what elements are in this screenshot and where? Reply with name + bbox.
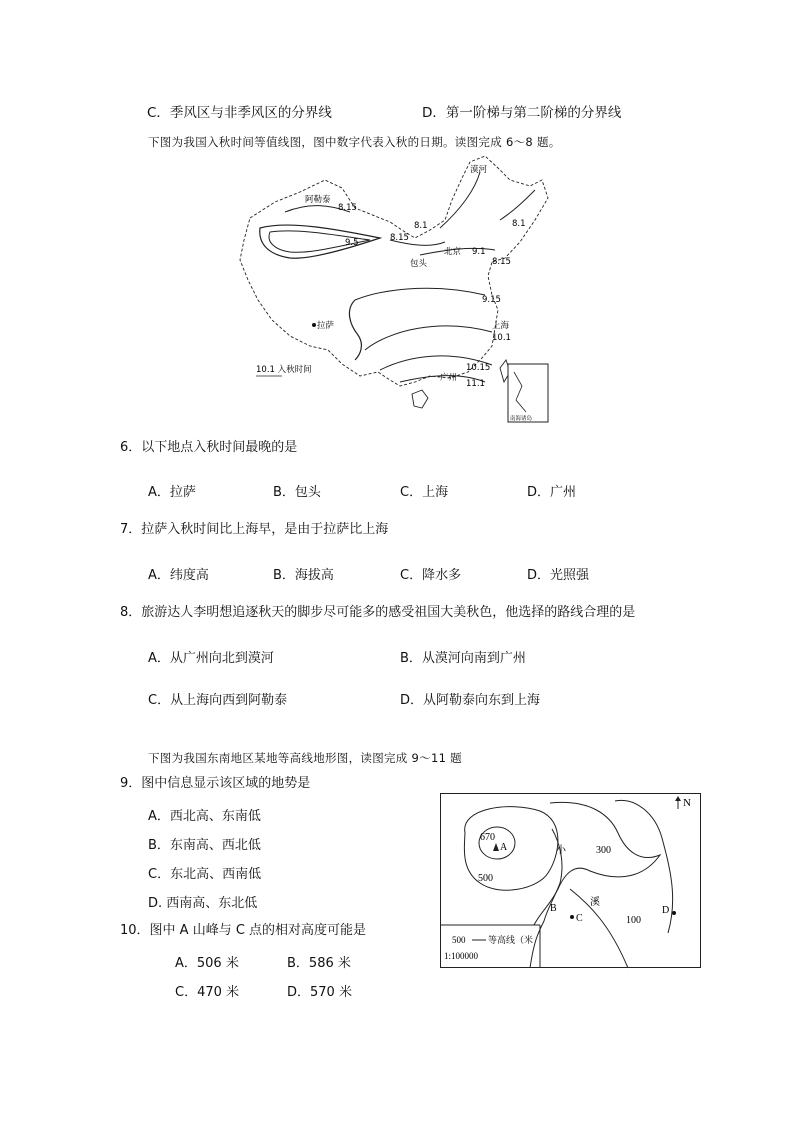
isoline-10-1 — [365, 326, 492, 350]
point-b-label: B — [550, 903, 557, 914]
q6-option-d[interactable]: D．广州 — [527, 485, 577, 500]
q10-option-d[interactable]: D．570 米 — [287, 985, 352, 1000]
autumn-isoline-map — [230, 150, 560, 430]
q6-option-b[interactable]: B．包头 — [273, 485, 321, 500]
isoline-value-10-15: 10.15 — [466, 363, 491, 373]
hainan-island — [412, 390, 428, 408]
q8-option-a[interactable]: A．从广州向北到漠河 — [148, 651, 274, 666]
q10-option-a[interactable]: A．506 米 — [175, 956, 239, 971]
q7-stem: 7．拉萨入秋时间比上海早，是由于拉萨比上海 — [120, 522, 389, 537]
isoline-value-8-15a: 8.15 — [338, 203, 357, 213]
q8-option-c[interactable]: C．从上海向西到阿勒泰 — [148, 693, 288, 708]
q9-stem: 9．图中信息显示该区域的地势是 — [120, 776, 311, 791]
map-legend: 10.1 入秋时间 — [256, 365, 312, 375]
isoline-value-9-15: 9.15 — [482, 295, 501, 305]
point-d-label: D — [662, 905, 670, 916]
label-south-sea-islands: 南海诸岛 — [510, 416, 533, 422]
north-label: N — [683, 797, 691, 809]
q10-stem: 10．图中 A 山峰与 C 点的相对高度可能是 — [120, 923, 367, 938]
q9-option-a[interactable]: A．西北高、东南低 — [148, 809, 261, 824]
label-shanghai: 上海 — [492, 321, 510, 331]
q6-stem: 6．以下地点入秋时间最晚的是 — [120, 440, 298, 455]
option-d-terrain-step-boundary: D．第一阶梯与第二阶梯的分界线 — [422, 105, 622, 121]
q8-stem: 8．旅游达人李明想追逐秋天的脚步尽可能多的感受祖国大美秋色，他选择的路线合理的是 — [120, 605, 636, 620]
river-char-small: 小 — [556, 845, 566, 856]
isoline-value-8-15c: 8.15 — [492, 257, 511, 267]
label-mohe: 漠河 — [470, 165, 488, 175]
contour-label-300: 300 — [596, 845, 611, 856]
label-baotou: 包头 — [410, 259, 428, 269]
label-beijing: 北京 — [444, 247, 462, 257]
china-outline — [240, 156, 548, 386]
q7-option-b[interactable]: B．海拔高 — [273, 568, 334, 583]
isoline-value-8-1b: 8.1 — [512, 219, 526, 229]
q9-option-b[interactable]: B．东南高、西北低 — [148, 838, 261, 853]
q10-option-c[interactable]: C．470 米 — [175, 985, 240, 1000]
point-c-label: C — [576, 913, 583, 924]
q7-option-c[interactable]: C．降水多 — [400, 568, 462, 583]
q8-option-d[interactable]: D．从阿勒泰向东到上海 — [400, 693, 541, 708]
q10-option-b[interactable]: B．586 米 — [287, 956, 351, 971]
isoline-value-9-5: 9.5 — [345, 238, 359, 248]
intro-autumn-map: 下图为我国入秋时间等值线图，图中数字代表入秋的日期。读图完成 6～8 题。 — [148, 135, 561, 149]
peak-a-label: A — [500, 842, 508, 853]
peak-elevation: 670 — [480, 832, 495, 843]
legend-contour-value: 500 — [452, 935, 466, 945]
option-c-monsoon-boundary: C．季风区与非季风区的分界线 — [147, 105, 332, 121]
q9-option-d[interactable]: D. 西南高、东北低 — [148, 896, 258, 911]
isoline-8-1-ne — [440, 172, 480, 228]
q8-option-b[interactable]: B．从漠河向南到广州 — [400, 651, 526, 666]
isoline-value-9-1: 9.1 — [472, 247, 486, 257]
q7-option-a[interactable]: A．纬度高 — [148, 568, 209, 583]
q9-option-c[interactable]: C．东北高、西南低 — [148, 867, 262, 882]
river-char-stream: 溪 — [590, 897, 600, 908]
intro-contour-map: 下图为我国东南地区某地等高线地形图，读图完成 9～11 题 — [148, 751, 462, 765]
map-scale: 1:100000 — [444, 951, 479, 961]
isoline-8-1-east — [500, 190, 535, 220]
contour-label-500: 500 — [478, 873, 493, 884]
q6-option-c[interactable]: C．上海 — [400, 485, 449, 500]
label-lhasa: 拉萨 — [317, 321, 335, 331]
label-guangzhou: 广州 — [440, 373, 458, 383]
contour-map — [440, 793, 702, 969]
isoline-value-8-15b: 8.15 — [390, 233, 409, 243]
isoline-9-15 — [355, 288, 485, 300]
q6-option-a[interactable]: A．拉萨 — [148, 485, 196, 500]
q7-option-d[interactable]: D．光照强 — [527, 568, 590, 583]
isoline-value-8-1a: 8.1 — [414, 221, 428, 231]
contour-label-100: 100 — [626, 915, 641, 926]
isoline-plateau-loop — [349, 300, 361, 360]
legend-contour-text: 等高线（米 — [488, 936, 534, 946]
isoline-value-10-1: 10.1 — [492, 333, 511, 343]
isoline-value-11-1: 11.1 — [466, 379, 485, 389]
label-altay: 阿勒泰 — [305, 195, 331, 205]
